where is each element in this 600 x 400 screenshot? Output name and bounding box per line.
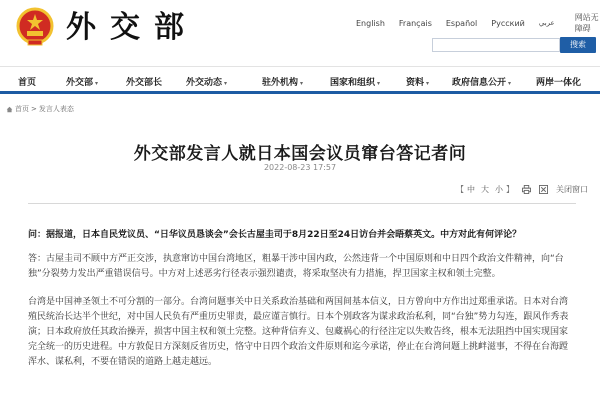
nav-item-gov-info[interactable] xyxy=(452,75,511,88)
chevron-down-icon: ▾ xyxy=(224,80,228,87)
breadcrumb-home[interactable]: 首页 xyxy=(15,105,29,113)
main-nav xyxy=(0,66,600,94)
font-size-small-button[interactable]: 小 xyxy=(495,185,503,194)
font-size-medium-button[interactable]: 中 xyxy=(467,185,475,194)
national-emblem-icon[interactable] xyxy=(16,7,54,47)
answer-paragraph: 答：古屋圭司不顾中方严正交涉，执意窜访中国台湾地区，粗暴干涉中国内政，公然违背一个中国原则和中日四个政治文件精神，向“台独”分裂势力发出严重错误信号。中方对上述恶劣行径表示强烈谴责，将采取坚决有力措施，捍卫国家主权和领土完整。 xyxy=(28,254,564,279)
nav-item-minister[interactable] xyxy=(126,75,162,88)
lang-french[interactable]: Français xyxy=(398,18,432,28)
site-logo-text[interactable]: 外交部 xyxy=(66,10,198,45)
nav-item-label: 外交部 xyxy=(66,78,94,88)
breadcrumb xyxy=(6,104,74,114)
lang-spanish[interactable]: Español xyxy=(445,18,478,28)
nav-item-ministry[interactable] xyxy=(66,75,98,88)
close-window-icon[interactable] xyxy=(539,185,548,194)
nav-item-home[interactable] xyxy=(18,75,36,88)
nav-item-label: 驻外机构 xyxy=(262,78,299,88)
breadcrumb-separator: > xyxy=(31,105,37,113)
article-toolbar xyxy=(456,184,588,195)
nav-item-label: 两岸一体化 xyxy=(536,78,582,88)
chevron-down-icon: ▾ xyxy=(95,80,99,87)
nav-item-resources[interactable] xyxy=(406,75,429,88)
print-icon[interactable] xyxy=(522,185,531,194)
nav-item-diplomatic-news[interactable] xyxy=(186,75,227,88)
nav-item-countries[interactable] xyxy=(330,75,380,88)
breadcrumb-current[interactable]: 发言人表态 xyxy=(38,105,74,113)
nav-item-label: 首页 xyxy=(18,78,37,88)
nav-item-label: 资料 xyxy=(406,78,425,88)
search-button[interactable]: 搜索 xyxy=(560,37,596,53)
question-paragraph: 问：据报道，日本自民党议员、“日华议员恳谈会”会长古屋圭司于8月22日至24日访台并会晤蔡英文。中方对此有何评论？ xyxy=(28,230,522,240)
home-icon xyxy=(6,106,13,113)
font-size-large-button[interactable]: 大 xyxy=(481,185,489,194)
lang-russian[interactable]: Русский xyxy=(491,18,525,28)
bracket-close: 】 xyxy=(506,185,514,194)
nav-item-label: 外交部长 xyxy=(126,78,163,88)
search-input[interactable] xyxy=(432,38,560,52)
nav-item-cross-strait[interactable] xyxy=(536,75,581,88)
nav-item-label: 外交动态 xyxy=(186,78,223,88)
answer-paragraph: 台湾是中国神圣领土不可分割的一部分。台湾问题事关中日关系政治基础和两国间基本信义，日方曾向中方作出过郑重承诺。日本对台湾殖民统治长达半个世纪，对中国人民负有严重历史罪责，最应谨言慎行。日本个别政客为谋求政治私利，同“台独”势力勾连，跟风作秀表演；日本政府放任其政治操弄，损害中国主权和领土完整。这种背信弃义、包藏祸心的行径注定以失败告终，根本无法阻挡中国实现国家完全统一的历史进程。中方敦促日方深刻反省历史，恪守中日四个政治文件原则和迄今承诺，停止在台湾问题上挑衅滋事，不得在台海蹚浑水、谋私利，不要在错误的道路上越走越远。 xyxy=(28,297,569,367)
nav-item-label: 国家和组织 xyxy=(330,78,376,88)
lang-arabic[interactable]: عربي xyxy=(538,19,555,27)
bracket-open: 【 xyxy=(456,185,464,194)
chevron-down-icon: ▾ xyxy=(426,80,430,87)
accessibility-link[interactable]: 网站无障碍 xyxy=(574,13,599,33)
chevron-down-icon: ▾ xyxy=(508,80,512,87)
article-title: 外交部发言人就日本国会议员窜台答记者问 xyxy=(133,144,467,164)
close-window-button[interactable]: 关闭窗口 xyxy=(556,185,588,194)
chevron-down-icon: ▾ xyxy=(377,80,381,87)
article-body xyxy=(28,228,576,370)
lang-english[interactable]: English xyxy=(356,18,385,28)
site-header xyxy=(0,0,600,66)
nav-item-missions[interactable] xyxy=(262,75,303,88)
language-switcher xyxy=(356,12,600,34)
article-date: 2022-08-23 17:57 xyxy=(263,163,337,172)
nav-item-label: 政府信息公开 xyxy=(452,78,507,88)
chevron-down-icon: ▾ xyxy=(300,80,304,87)
divider xyxy=(28,203,576,204)
